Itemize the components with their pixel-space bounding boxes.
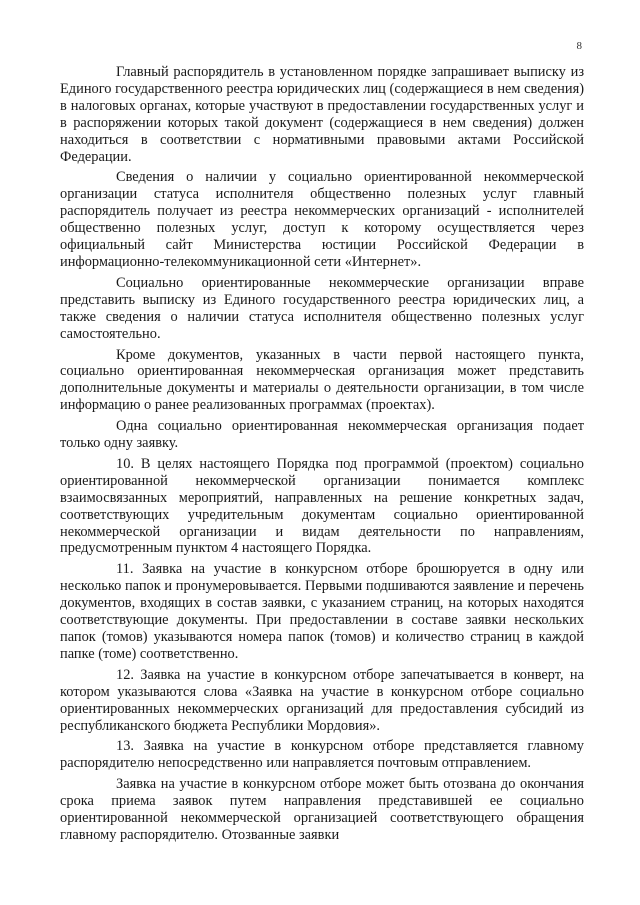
page-number: 8: [576, 40, 582, 52]
paragraph-3: Социально ориентированные некоммерческие организации вправе представить выписку из Единого государственного реестра юридических лиц, а также сведения о наличии статуса исполнителя общественно полезных услуг самостоятельно.: [60, 274, 584, 342]
paragraph-9: 13. Заявка на участие в конкурсном отборе представляется главному распорядителю непосредственно или направляется почтовым отправлением.: [60, 738, 584, 772]
paragraph-8: 12. Заявка на участие в конкурсном отборе запечатывается в конверт, на котором указываются слова «Заявка на участие в конкурсном отборе социально ориентированных некоммерческих организаций для предоставления субсидий из республиканского бюджета Республики Мордовия».: [60, 666, 584, 734]
paragraph-1: Главный распорядитель в установленном порядке запрашивает выписку из Единого государственного реестра юридических лиц (содержащиеся в нем сведения) в налоговых органах, которые участвуют в предоставлении государственных услуг и в распоряжении которых такой документ (содержащиеся в нем сведения) должен находиться в соответствии с нормативными правовыми актами Российской Федерации.: [60, 64, 584, 165]
paragraph-6: 10. В целях настоящего Порядка под программой (проектом) социально ориентированной некоммерческой организации понимается комплекс взаимосвязанных мероприятий, направленных на решение конкретных задач, соответствующих учредительным документам социально ориентированной некоммерческой организации и видам деятельности по направлениям, предусмотренным пунктом 4 настоящего Порядка.: [60, 455, 584, 557]
paragraph-5: Одна социально ориентированная некоммерческая организация подает только одну заявку.: [60, 418, 584, 452]
paragraph-7: 11. Заявка на участие в конкурсном отборе брошюруется в одну или несколько папок и пронумеровывается. Первыми подшиваются заявление и перечень документов, входящих в состав заявки, с указанием страниц, на которых находятся соответствующие документы. При предоставлении в составе заявки нескольких папок (томов) указываются номера папок (томов) и количество страниц в каждой папке (томе) соответственно.: [60, 561, 584, 662]
paragraph-2: Сведения о наличии у социально ориентированной некоммерческой организации статуса исполнителя общественно полезных услуг главный распорядитель получает из реестра некоммерческих организаций - исполнителей общественно полезных услуг, доступ к которому осуществляется через официальный сайт Министерства юстиции Российской Федерации в информационно-телекоммуникационной сети «Интернет».: [60, 169, 584, 270]
paragraph-10: Заявка на участие в конкурсном отборе может быть отозвана до окончания срока приема заявок путем направления представившей ее социально ориентированной некоммерческой организацией соответствующего обращения главному распорядителю. Отозванные заявки: [60, 776, 584, 843]
document-body: [60, 64, 584, 844]
paragraph-4: Кроме документов, указанных в части первой настоящего пункта, социально ориентированная некоммерческая организация может представить дополнительные документы и материалы о деятельности организации, в том числе информацию о ранее реализованных программах (проектах).: [60, 346, 584, 414]
